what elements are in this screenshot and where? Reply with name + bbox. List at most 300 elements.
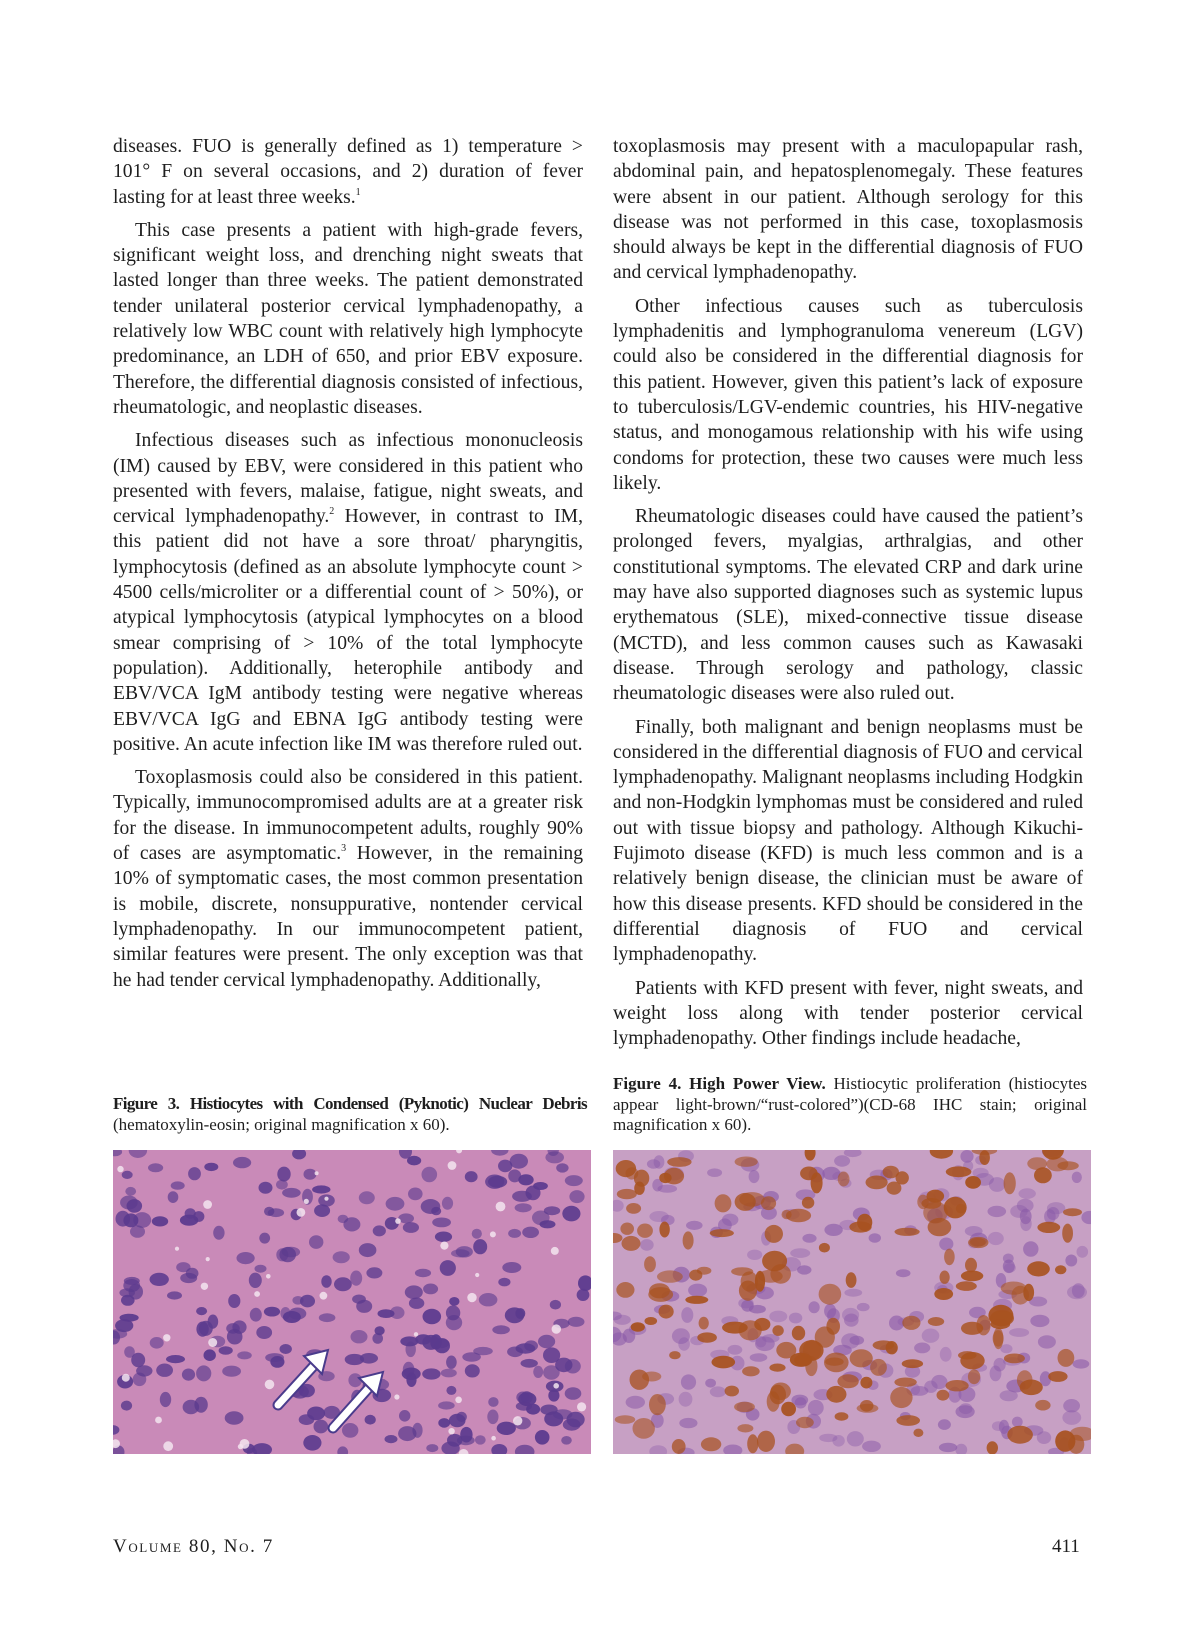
nucleus <box>516 1402 532 1411</box>
nucleus <box>451 1249 470 1257</box>
nucleus <box>1030 1315 1049 1327</box>
vacuole <box>467 1293 476 1302</box>
nucleus <box>123 1213 138 1227</box>
nucleus <box>488 1397 498 1407</box>
stained-histiocyte <box>737 1424 753 1432</box>
vacuole <box>163 1334 170 1341</box>
nucleus <box>268 1208 284 1217</box>
nucleus <box>896 1269 911 1277</box>
nucleus <box>222 1366 241 1377</box>
nucleus <box>707 1168 722 1177</box>
nucleus <box>180 1273 197 1283</box>
nucleus <box>350 1271 362 1286</box>
nucleus <box>797 1265 811 1274</box>
nucleus <box>264 1307 280 1317</box>
stained-histiocyte <box>990 1310 1014 1326</box>
stained-histiocyte <box>734 1402 755 1412</box>
nucleus <box>196 1307 207 1315</box>
nucleus <box>446 1386 456 1395</box>
nucleus <box>276 1248 288 1261</box>
nucleus <box>430 1334 442 1349</box>
nucleus <box>809 1301 820 1313</box>
stained-histiocyte <box>811 1172 823 1193</box>
stained-histiocyte <box>659 1305 674 1319</box>
stained-histiocyte <box>626 1203 641 1214</box>
nucleus <box>710 1386 726 1397</box>
stained-histiocyte <box>1055 1265 1066 1274</box>
stained-histiocyte <box>819 1284 842 1305</box>
stained-histiocyte <box>837 1374 858 1388</box>
vacuole <box>163 1441 173 1451</box>
paragraph: Other infectious causes such as tuberculosis lymphadenitis and lymphogranuloma venereum (LGV) could also be considered in the differential diagnosis for this patient. However, given this patient’s lack of exposure to tuberculosis/LGV-endemic countries, his HIV-negative status, and monogamous relationship with his wife using condoms for protection, these two causes were much less likely. <box>613 295 1083 494</box>
nucleus <box>188 1167 201 1180</box>
nucleus <box>688 1284 707 1297</box>
nucleus <box>237 1252 255 1264</box>
nucleus <box>869 1233 881 1242</box>
nucleus <box>194 1397 207 1413</box>
nucleus <box>722 1214 738 1226</box>
stained-histiocyte <box>1048 1371 1067 1382</box>
nucleus <box>568 1317 585 1327</box>
nucleus <box>850 1336 865 1345</box>
nucleus <box>378 1309 395 1318</box>
vacuole <box>551 1247 559 1255</box>
nucleus <box>518 1174 533 1185</box>
nucleus <box>990 1366 1002 1382</box>
vacuole <box>414 1332 418 1336</box>
nucleus <box>1038 1335 1056 1348</box>
nucleus <box>533 1366 543 1378</box>
stained-histiocyte <box>917 1195 928 1210</box>
stained-histiocyte <box>1020 1380 1043 1396</box>
stained-histiocyte <box>699 1317 709 1330</box>
nucleus <box>515 1203 532 1212</box>
nucleus <box>283 1311 301 1323</box>
stained-histiocyte <box>1058 1349 1075 1367</box>
paragraph: toxoplasmosis may present with a maculopapular rash, abdominal pain, and hepatosplenomegaly. These features were absent in our patient. Although serology for this disease was not performed in this case, toxoplasmosis should always be kept in the differential diagnosis of FUO and cervical lymphadenopathy. <box>613 136 1083 284</box>
nucleus <box>988 1232 1004 1245</box>
nucleus <box>488 1176 507 1188</box>
nucleus <box>1009 1328 1029 1337</box>
stained-histiocyte <box>762 1251 787 1272</box>
nucleus <box>213 1226 224 1240</box>
vacuole <box>208 1338 217 1347</box>
nucleus <box>303 1435 321 1451</box>
nucleus <box>561 1436 572 1445</box>
nucleus <box>366 1267 382 1278</box>
nucleus <box>914 1343 930 1354</box>
stained-histiocyte <box>946 1166 972 1177</box>
nucleus <box>492 1325 510 1334</box>
stained-histiocyte <box>741 1271 758 1291</box>
nucleus <box>1020 1216 1031 1231</box>
nucleus <box>225 1411 244 1424</box>
nucleus <box>307 1407 325 1421</box>
nucleus <box>304 1169 317 1180</box>
nucleus <box>844 1289 862 1297</box>
nucleus <box>563 1419 581 1431</box>
stained-histiocyte <box>944 1197 967 1219</box>
stained-histiocyte <box>890 1387 912 1408</box>
stained-histiocyte <box>896 1415 920 1426</box>
nucleus <box>681 1374 696 1389</box>
stained-histiocyte <box>794 1355 811 1366</box>
stained-histiocyte <box>669 1351 680 1359</box>
nucleus <box>204 1349 216 1361</box>
nucleus <box>940 1347 952 1362</box>
stained-histiocyte <box>631 1322 645 1332</box>
nucleus <box>824 1304 836 1318</box>
nucleus <box>398 1426 416 1441</box>
vacuole <box>266 1274 271 1279</box>
nucleus <box>1019 1188 1036 1199</box>
stained-histiocyte <box>715 1194 732 1212</box>
stained-histiocyte <box>902 1316 920 1330</box>
nucleus <box>312 1185 330 1193</box>
nucleus <box>152 1216 168 1226</box>
nucleus <box>498 1278 510 1287</box>
nucleus <box>282 1188 301 1198</box>
stained-histiocyte <box>683 1231 694 1249</box>
paragraph: Toxoplasmosis could also be considered in this patient. Typically, immunocompromised adults are at a greater risk for the disease. In immunocompetent adults, roughly 90% of cases are asymptomatic.$^3$ However, in the remaining 10% of symptomatic cases, the most common presentation is mobile, discrete, nonsuppurative, nontender cervical lymphadenopathy. In our immunocompetent patient, similar features were present. The only exception was that he had tender cervical lymphadenopathy. Additionally, <box>113 767 583 991</box>
nucleus <box>658 1185 678 1193</box>
stained-histiocyte <box>701 1437 721 1451</box>
reference-number: 1 <box>355 186 361 198</box>
nucleus <box>356 1300 372 1313</box>
stained-histiocyte <box>1027 1157 1047 1170</box>
nucleus <box>834 1155 850 1166</box>
paragraph: This case presents a patient with high-grade fevers, significant weight loss, and drenching night sweats that lasted longer than three weeks. The patient demonstrated tender unilateral posterior cervical lymphadenopathy, a relatively low WBC count with relatively high lymphocyte predominance, an LDH of 650, and prior EBV exposure. Therefore, the differential diagnosis consisted of infectious, rheumatologic, and neoplastic diseases. <box>113 219 583 418</box>
nucleus <box>750 1353 768 1362</box>
nucleus <box>423 1284 438 1295</box>
nucleus <box>857 1303 870 1311</box>
nucleus <box>521 1359 538 1368</box>
vacuole <box>552 1324 561 1333</box>
stained-histiocyte <box>1035 1400 1050 1411</box>
stained-histiocyte <box>710 1229 734 1237</box>
nucleus <box>479 1293 498 1306</box>
nucleus <box>232 1320 246 1333</box>
vacuole <box>455 1397 462 1404</box>
stained-histiocyte <box>846 1272 857 1288</box>
nucleus <box>360 1353 378 1364</box>
nucleus <box>219 1346 233 1355</box>
nucleus <box>521 1391 533 1403</box>
stained-histiocyte <box>697 1267 712 1275</box>
nucleus <box>435 1232 452 1243</box>
nucleus <box>250 1308 262 1322</box>
nucleus <box>150 1337 164 1349</box>
stained-histiocyte <box>697 1332 717 1342</box>
nucleus <box>460 1427 472 1443</box>
nucleus <box>679 1418 697 1428</box>
nucleus <box>168 1191 179 1203</box>
nucleus <box>314 1420 329 1434</box>
stained-histiocyte <box>902 1359 923 1368</box>
nucleus <box>385 1435 398 1443</box>
vacuole <box>297 1208 306 1217</box>
nucleus <box>373 1225 386 1236</box>
nucleus <box>844 1314 859 1327</box>
nucleus <box>342 1423 358 1438</box>
nucleus <box>931 1375 947 1389</box>
stained-histiocyte <box>765 1225 783 1243</box>
paragraph: Infectious diseases such as infectious mononucleosis (IM) caused by EBV, were considered in this patient who presented with fevers, malaise, fatigue, night sweats, and cervical lymphadenopathy.$^2$ However, in contrast to IM, this patient did not have a sore throat/ pharyngitis, lymphocytosis (defined as an absolute lymphocyte count > 4500 cells/microliter or a differential count of > 50%), or atypical lymphocytosis (atypical lymphocytes on a blood smear comprising of > 10% of the total lymphocyte population). Additionally, heterophile antibody and EBV/VCA IgM antibody testing were negative whereas EBV/VCA IgG and EBNA IgG antibody testing were positive. An acute infection like IM was therefore ruled out. <box>113 430 583 755</box>
vacuole <box>577 1402 586 1411</box>
nucleus <box>472 1229 482 1239</box>
stained-histiocyte <box>622 1236 641 1251</box>
nucleus <box>423 1309 442 1324</box>
nucleus <box>565 1175 583 1186</box>
vacuole <box>201 1283 208 1290</box>
nucleus <box>129 1284 143 1300</box>
nucleus <box>321 1275 331 1288</box>
stained-histiocyte <box>786 1209 811 1223</box>
nucleus <box>277 1167 290 1182</box>
stained-histiocyte <box>644 1256 656 1272</box>
nucleus <box>510 1154 528 1169</box>
nucleus <box>1072 1172 1082 1183</box>
nucleus <box>475 1435 486 1444</box>
stained-histiocyte <box>1055 1430 1075 1451</box>
nucleus <box>309 1235 323 1249</box>
nucleus <box>473 1347 493 1355</box>
stained-histiocyte <box>940 1271 950 1284</box>
vacuole <box>265 1380 275 1390</box>
nucleus <box>473 1239 487 1254</box>
stained-histiocyte <box>802 1197 814 1209</box>
journal-volume: Volume 80, No. 7 <box>113 1536 274 1557</box>
nucleus <box>678 1337 690 1351</box>
nucleus <box>988 1206 1007 1217</box>
stained-histiocyte <box>873 1340 895 1350</box>
nucleus <box>626 1396 645 1409</box>
nucleus <box>204 1163 218 1171</box>
nucleus <box>249 1273 262 1288</box>
nucleus <box>333 1251 350 1263</box>
nucleus <box>1065 1255 1077 1267</box>
nucleus <box>505 1307 524 1323</box>
stained-histiocyte <box>1004 1172 1016 1194</box>
vacuole <box>324 1197 328 1201</box>
stained-histiocyte <box>894 1378 916 1387</box>
stained-histiocyte <box>722 1322 748 1334</box>
stained-histiocyte <box>860 1400 874 1412</box>
nucleus <box>679 1392 693 1407</box>
vacuole <box>117 1166 123 1172</box>
vacuole <box>496 1202 506 1212</box>
stained-histiocyte <box>617 1189 637 1199</box>
figure-3-title: Figure 3. Histiocytes with Condensed (Pyknotic) Nuclear Debris <box>113 1094 587 1113</box>
stained-histiocyte <box>928 1317 944 1326</box>
stained-histiocyte <box>649 1394 666 1415</box>
stained-histiocyte <box>866 1176 888 1190</box>
nucleus <box>449 1297 459 1306</box>
nucleus <box>497 1422 516 1435</box>
nucleus <box>939 1443 957 1452</box>
stained-histiocyte <box>642 1372 661 1382</box>
nucleus <box>167 1291 182 1299</box>
paragraph: diseases. FUO is generally defined as 1) temperature > 101° F on several occasions, and 2) duration of fever lasting for at least three weeks.$^1$ <box>113 136 583 208</box>
stained-histiocyte <box>1023 1284 1034 1301</box>
stained-histiocyte <box>659 1173 671 1183</box>
nucleus <box>939 1238 953 1251</box>
stained-histiocyte <box>796 1417 814 1428</box>
vacuole <box>394 1394 399 1399</box>
nucleus <box>1047 1207 1060 1220</box>
nucleus <box>432 1218 451 1228</box>
nucleus <box>406 1342 416 1358</box>
vacuole <box>513 1416 522 1425</box>
stained-histiocyte <box>826 1318 840 1335</box>
stained-histiocyte <box>1007 1426 1033 1444</box>
nucleus <box>409 1298 424 1309</box>
nucleus <box>960 1150 973 1163</box>
vacuole <box>203 1200 212 1209</box>
right-column <box>613 134 1083 1059</box>
stained-histiocyte <box>1027 1261 1050 1276</box>
nucleus <box>705 1379 716 1388</box>
nucleus <box>259 1182 273 1194</box>
stained-histiocyte <box>735 1157 758 1167</box>
vacuole <box>238 1444 243 1449</box>
nucleus <box>614 1315 631 1325</box>
nucleus <box>365 1415 376 1425</box>
nucleus <box>270 1356 284 1368</box>
stained-histiocyte <box>944 1249 955 1266</box>
nucleus <box>540 1405 557 1416</box>
paragraph: Patients with KFD present with fever, night sweats, and weight loss along with tender posterior cervical lymphadenopathy. Other findings include headache, <box>613 977 1083 1050</box>
stained-histiocyte <box>772 1325 783 1336</box>
nucleus <box>465 1364 480 1377</box>
nucleus <box>446 1315 462 1330</box>
vacuole <box>440 1242 448 1250</box>
nucleus <box>550 1300 561 1310</box>
nucleus <box>569 1190 584 1203</box>
nucleus <box>545 1151 564 1163</box>
stained-histiocyte <box>769 1364 785 1372</box>
stained-histiocyte <box>960 1352 984 1369</box>
nucleus <box>422 1368 440 1379</box>
nucleus <box>791 1395 808 1406</box>
vacuole <box>448 1161 457 1170</box>
nucleus <box>171 1181 185 1189</box>
nucleus <box>749 1170 760 1183</box>
nucleus <box>438 1401 455 1409</box>
nucleus <box>647 1159 660 1168</box>
vacuole <box>175 1247 179 1251</box>
stained-histiocyte <box>819 1243 830 1253</box>
nucleus <box>555 1358 572 1373</box>
nucleus <box>422 1167 438 1182</box>
nucleus <box>193 1211 204 1222</box>
vacuole <box>475 1273 479 1277</box>
nucleus <box>802 1234 816 1243</box>
reference-number: 2 <box>329 506 335 518</box>
figure-3-caption: Figure 3. Histiocytes with Condensed (Pyknotic) Nuclear Debris (hematoxylin-eosin; original magnification x 60). <box>113 1094 587 1134</box>
stained-histiocyte <box>956 1281 977 1291</box>
stained-histiocyte <box>965 1176 981 1189</box>
stained-histiocyte <box>850 1349 873 1367</box>
nucleus <box>562 1206 580 1222</box>
nucleus <box>502 1262 521 1273</box>
nucleus <box>465 1171 478 1182</box>
nucleus <box>408 1188 423 1201</box>
nucleus <box>233 1157 251 1168</box>
nucleus <box>319 1313 336 1322</box>
stained-histiocyte <box>1037 1222 1060 1233</box>
stained-histiocyte <box>870 1359 887 1376</box>
stained-histiocyte <box>615 1415 635 1424</box>
stained-histiocyte <box>672 1439 686 1454</box>
nucleus <box>847 1431 864 1446</box>
stained-histiocyte <box>667 1157 691 1167</box>
nucleus <box>565 1387 582 1400</box>
nucleus <box>237 1351 252 1359</box>
stained-histiocyte <box>659 1222 669 1238</box>
nucleus <box>121 1401 132 1411</box>
stained-histiocyte <box>961 1322 983 1335</box>
stained-histiocyte <box>993 1330 1004 1346</box>
nucleus <box>166 1355 185 1363</box>
nucleus <box>375 1326 385 1335</box>
nucleus <box>415 1269 431 1277</box>
stained-histiocyte <box>825 1358 844 1366</box>
paragraph: Finally, both malignant and benign neoplasms must be considered in the differential diagnosis of FUO and cervical lymphadenopathy. Malignant neoplasms including Hodgkin and non-Hodgkin lymphomas must be considered and ruled out with tissue biopsy and pathology. Although Kikuchi-Fujimoto disease (KFD) is much less common and is a relatively benign disease, the clinician must be aware of how this disease presents. KFD should be considered in the differential diagnosis of FUO and cervical lymphadenopathy. <box>613 716 1083 966</box>
nucleus <box>789 1313 802 1324</box>
reference-number: 3 <box>341 843 347 855</box>
stained-histiocyte <box>634 1170 649 1187</box>
stained-histiocyte <box>860 1377 872 1389</box>
nucleus <box>403 1362 415 1377</box>
page-number: 411 <box>1052 1536 1080 1557</box>
stained-histiocyte <box>757 1431 775 1452</box>
stained-histiocyte <box>1063 1208 1082 1216</box>
nucleus <box>938 1419 951 1430</box>
nucleus <box>415 1334 431 1344</box>
nucleus <box>992 1421 1005 1431</box>
figure-4-image <box>613 1150 1091 1454</box>
stained-histiocyte <box>742 1366 760 1376</box>
nucleus <box>228 1294 240 1308</box>
nucleus <box>314 1204 330 1217</box>
nucleus <box>255 1265 267 1273</box>
nucleus <box>124 1277 140 1285</box>
nucleus <box>351 1330 368 1343</box>
nucleus <box>790 1248 810 1258</box>
nucleus <box>922 1329 940 1343</box>
nucleus <box>681 1307 693 1323</box>
stained-histiocyte <box>1004 1354 1025 1364</box>
stained-histiocyte <box>946 1380 969 1391</box>
nucleus <box>1023 1241 1038 1257</box>
stained-histiocyte <box>1047 1157 1069 1172</box>
nucleus <box>535 1430 550 1445</box>
vacuole <box>395 1218 401 1224</box>
nucleus <box>1062 1410 1081 1425</box>
nucleus <box>405 1285 423 1299</box>
stained-histiocyte <box>887 1182 902 1195</box>
nucleus <box>769 1311 787 1323</box>
stained-histiocyte <box>826 1386 846 1403</box>
nucleus <box>1012 1417 1023 1428</box>
nucleus <box>359 1191 375 1204</box>
ihc-stain-micrograph <box>613 1150 1091 1454</box>
stained-histiocyte <box>747 1434 758 1453</box>
nucleus <box>1004 1263 1016 1272</box>
figure-4-title: Figure 4. High Power View. <box>613 1074 826 1093</box>
nucleus <box>819 1434 837 1442</box>
